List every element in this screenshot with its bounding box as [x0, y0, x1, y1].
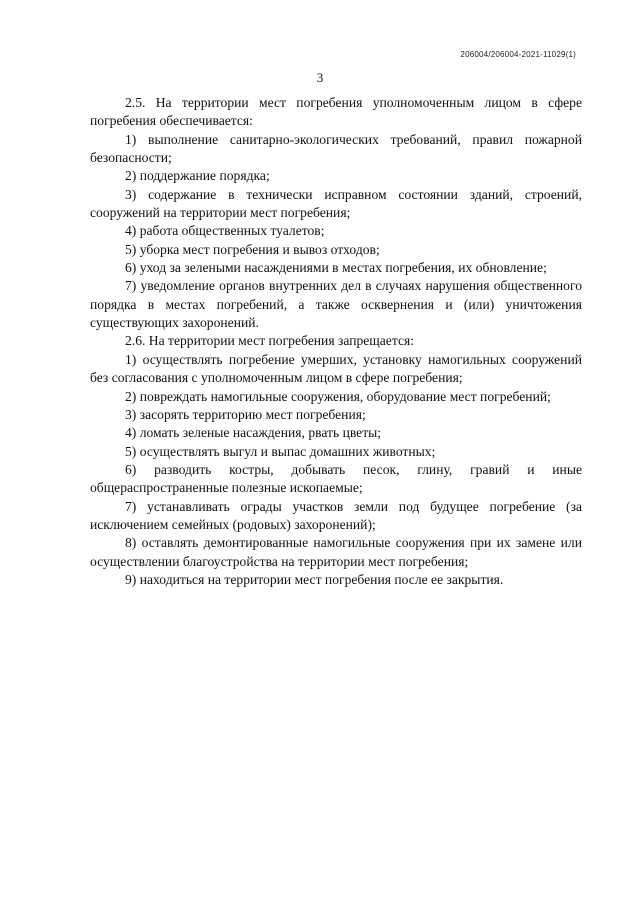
list-item: 5) осуществлять выгул и выпас домашних животных; — [125, 443, 436, 459]
paragraph-2-6-heading: 2.6. На территории мест погребения запрещается: — [125, 333, 415, 349]
list-item: 7) уведомление органов внутренних дел в случаях нарушения общественного порядка в местах погребений, а также осквернения и (или) уничтожения существующих захоронений. — [90, 278, 582, 331]
list-item: 5) уборка мест погребения и вывоз отходов; — [125, 241, 380, 257]
list-item: 3) засорять территорию мест погребения; — [125, 406, 366, 422]
list-item: 1) осуществлять погребение умерших, установку намогильных сооружений без согласования с уполномоченным лицом в сфере погребения; — [90, 351, 582, 386]
list-item: 2) повреждать намогильные сооружения, оборудование мест погребений; — [125, 388, 551, 404]
list-item: 4) работа общественных туалетов; — [125, 223, 325, 239]
paragraph-2-5-heading: 2.5. На территории мест погребения уполномоченным лицом в сфере погребения обеспечивается: — [90, 95, 582, 129]
list-item: 9) находиться на территории мест погребения после ее закрытия. — [125, 571, 504, 587]
list-item: 6) уход за зелеными насаждениями в местах погребения, их обновление; — [125, 260, 547, 276]
list-item: 7) устанавливать ограды участков земли под будущее погребение (за исключением семейных (родовых) захоронений); — [90, 498, 582, 532]
page-number: 3 — [316, 70, 324, 85]
document-code: 206004/206004-2021-11029(1) — [460, 50, 576, 59]
list-item: 8) оставлять демонтированные намогильные сооружения при их замене или осуществлении благоустройства на территории мест погребения; — [90, 535, 582, 569]
list-item: 4) ломать зеленые насаждения, рвать цветы; — [125, 425, 382, 441]
list-item: 3) содержание в технически исправном состоянии зданий, строений, сооружений на территории мест погребения; — [90, 186, 582, 221]
list-item: 2) поддержание порядка; — [125, 168, 270, 184]
document-body — [90, 94, 582, 589]
list-item: 6) разводить костры, добывать песок, глину, гравий и иные общераспространенные полезные ископаемые; — [90, 461, 582, 496]
list-item: 1) выполнение санитарно-экологических требований, правил пожарной безопасности; — [90, 131, 582, 166]
